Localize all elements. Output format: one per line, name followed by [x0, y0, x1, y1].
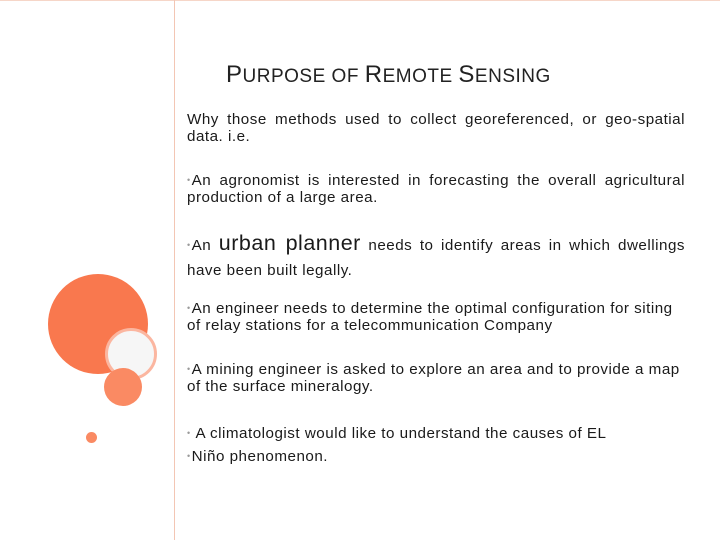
slide-title: PURPOSE OF REMOTE SENSING [226, 61, 551, 88]
decor-circle-small [104, 368, 142, 406]
bullet-agronomist: •An agronomist is interested in forecasting the overall agricultural production of a large area. [187, 172, 685, 206]
bullet-climatologist: • A climatologist would like to understand the causes of EL •Niño phenomenon. [187, 425, 607, 465]
bullet-marker: • [187, 428, 191, 438]
bullet-marker: • [187, 451, 191, 461]
bullet-marker: • [187, 364, 191, 374]
bullet-marker: • [187, 175, 191, 185]
bullet-mining: •A mining engineer is asked to explore an area and to provide a map of the surface mineralogy. [187, 361, 680, 395]
bullet-marker: • [187, 303, 191, 313]
vertical-divider [174, 0, 175, 540]
decor-circle-tiny [86, 432, 97, 443]
bullet-marker: • [187, 240, 191, 250]
top-border [0, 0, 720, 1]
emphasis-text: urban planner [218, 231, 361, 255]
bullet-urban-planner: •An urban planner needs to identify areas in which dwellings have been built legally. [187, 231, 685, 279]
bullet-engineer: •An engineer needs to determine the optimal configuration for siting of relay stations for a telecommunication Company [187, 300, 673, 334]
intro-paragraph: Why those methods used to collect georeferenced, or geo-spatial data. i.e. [187, 111, 685, 145]
